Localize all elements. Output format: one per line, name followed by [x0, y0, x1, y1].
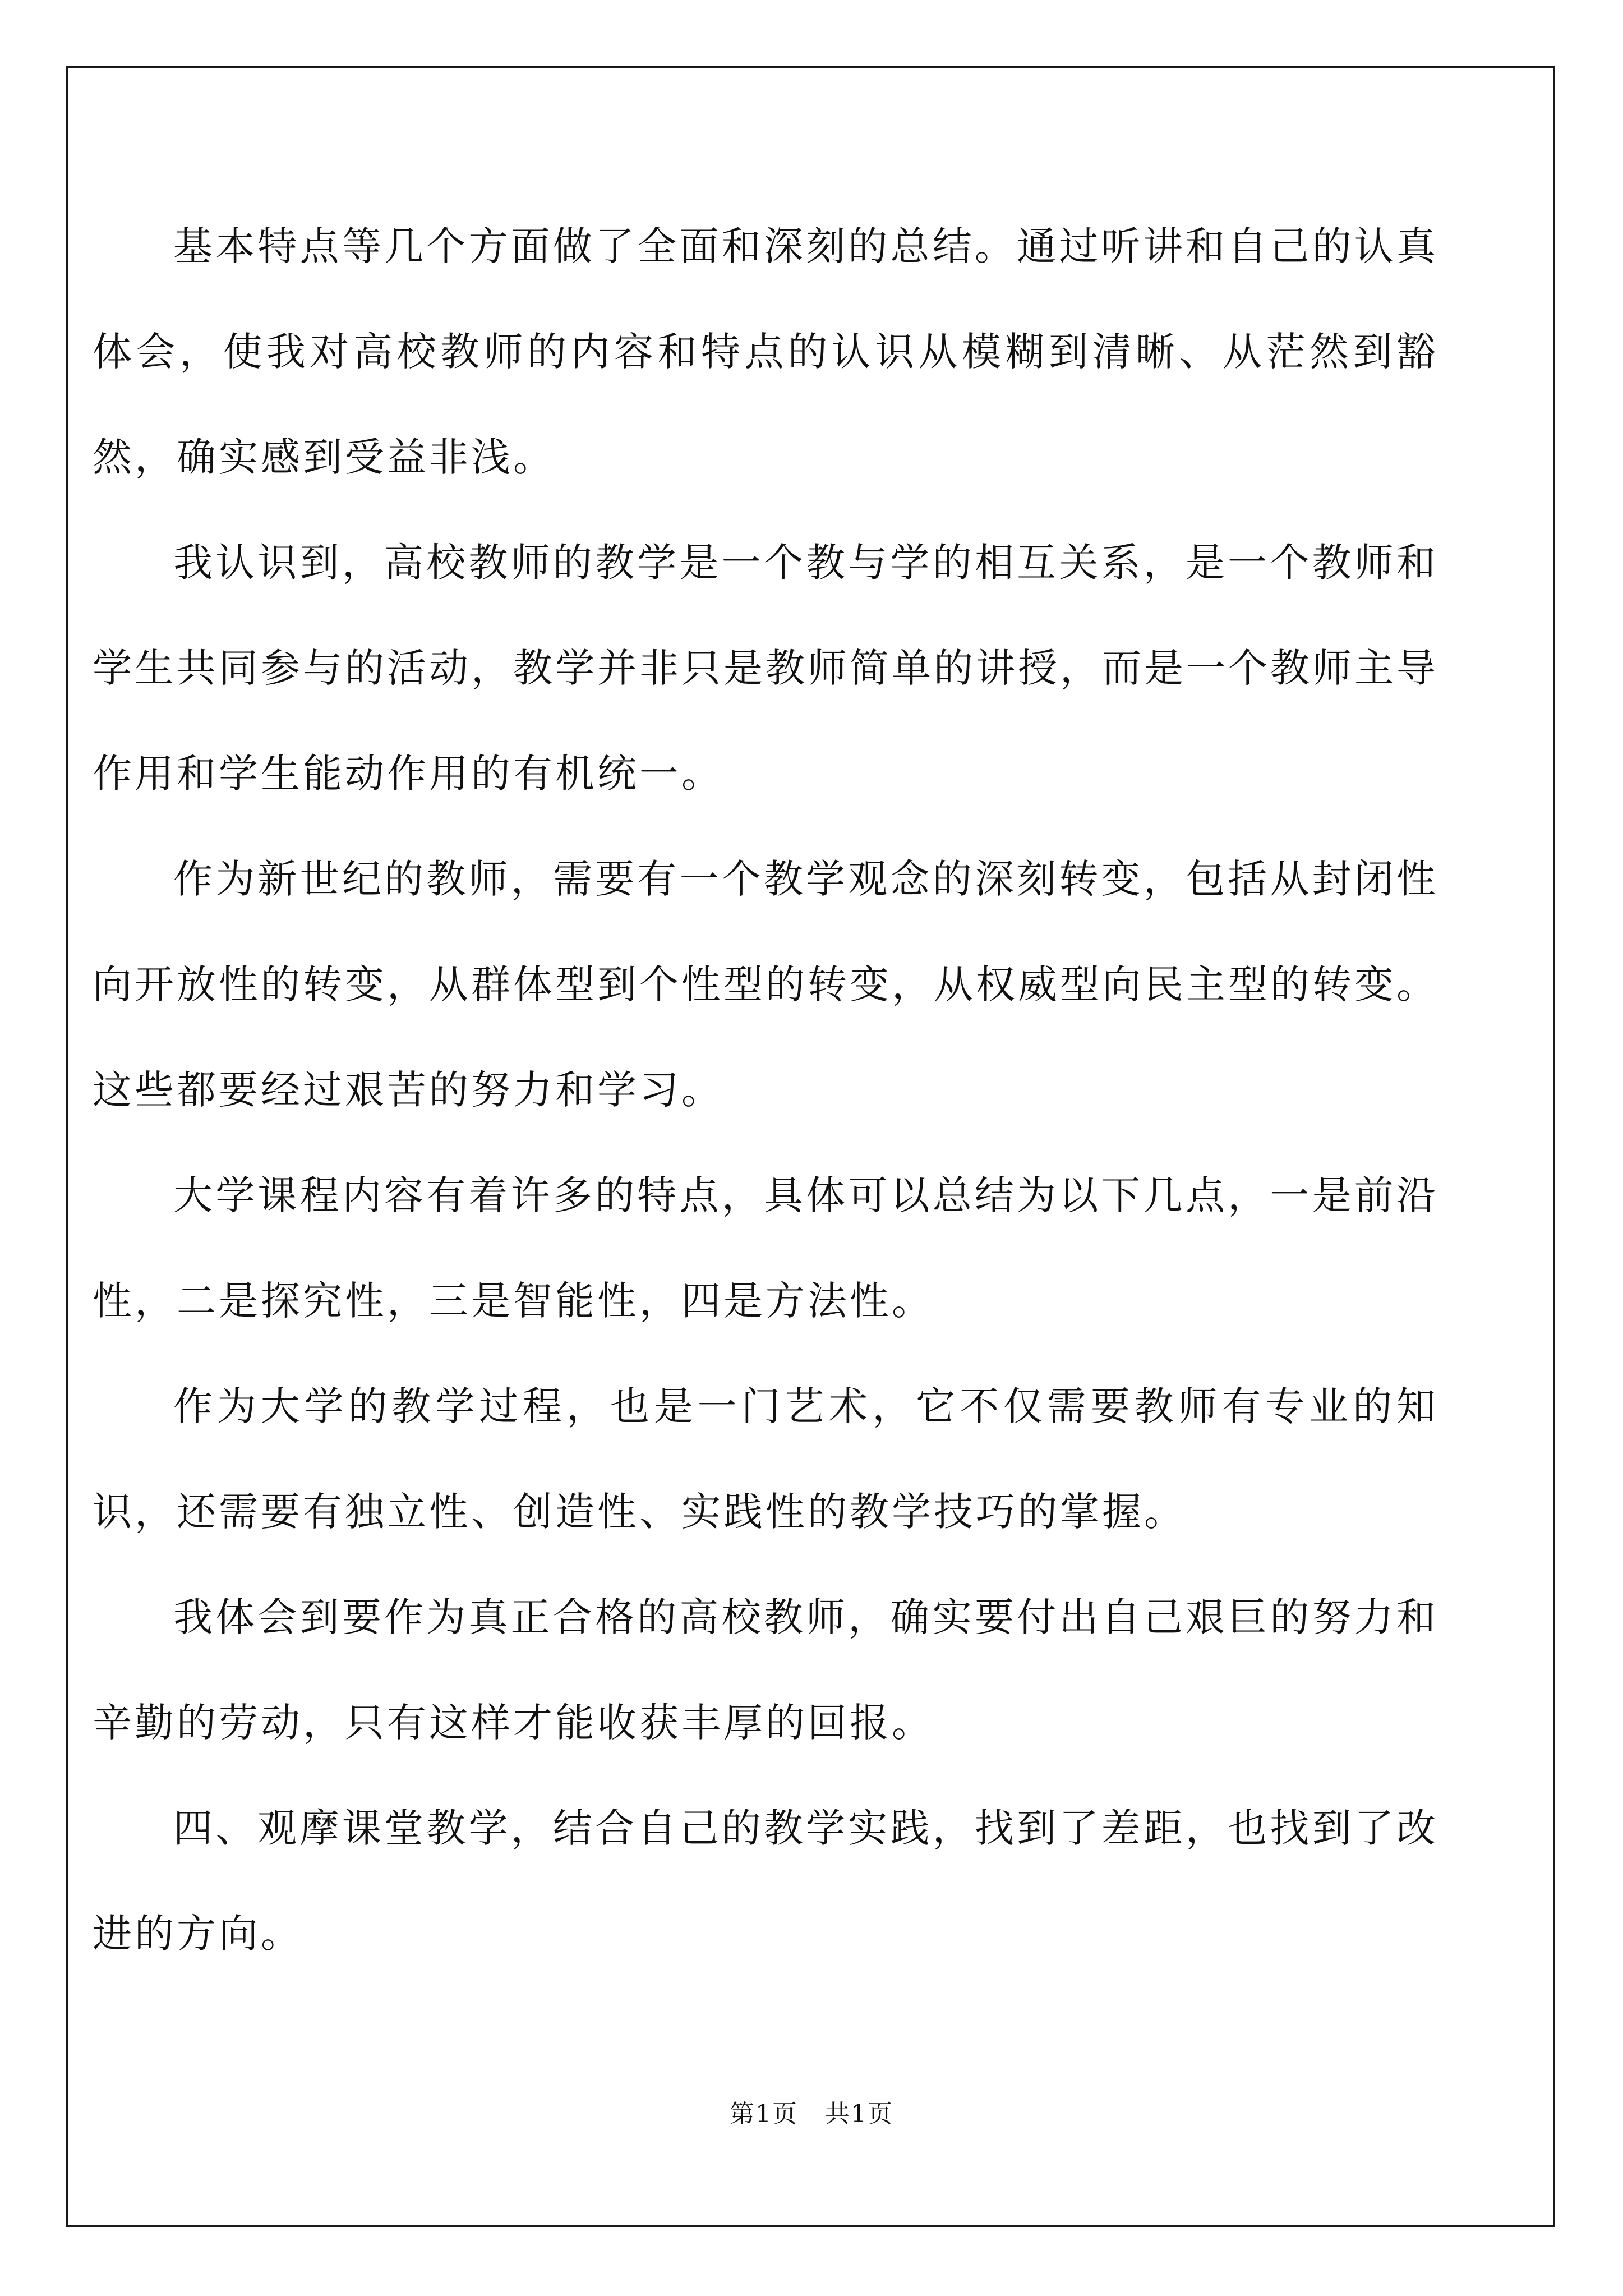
paragraph-4: 大学课程内容有着许多的特点，具体可以总结为以下几点，一是前沿性，二是探究性，三是智能性，四是方法性。 — [93, 1172, 1438, 1324]
paragraph-7: 四、观摩课堂教学，结合自己的教学实践，找到了差距，也找到了改进的方向。 — [93, 1805, 1438, 1957]
paragraph-5: 作为大学的教学过程，也是一门艺术，它不仅需要教师有专业的知识，还需要有独立性、创造性、实践性的教学技巧的掌握。 — [93, 1383, 1438, 1535]
paragraph-6: 我体会到要作为真正合格的高校教师，确实要付出自己艰巨的努力和辛勤的劳动，只有这样才能收获丰厚的回报。 — [93, 1594, 1438, 1746]
document-body — [93, 194, 1438, 1986]
page-number-total: 共1页 — [825, 2100, 893, 2128]
paragraph-2: 我认识到，高校教师的教学是一个教与学的相互关系，是一个教师和学生共同参与的活动，教学并非只是教师简单的讲授，而是一个教师主导作用和学生能动作用的有机统一。 — [93, 540, 1438, 797]
page-footer — [0, 2093, 1623, 2129]
paragraph-1: 基本特点等几个方面做了全面和深刻的总结。通过听讲和自己的认真体会，使我对高校教师的内容和特点的认识从模糊到清晰、从茫然到豁然，确实感到受益非浅。 — [93, 223, 1438, 480]
page-number-current: 第1页 — [730, 2100, 798, 2128]
paragraph-3: 作为新世纪的教师，需要有一个教学观念的深刻转变，包括从封闭性向开放性的转变，从群体型到个性型的转变，从权威型向民主型的转变。这些都要经过艰苦的努力和学习。 — [93, 856, 1438, 1113]
